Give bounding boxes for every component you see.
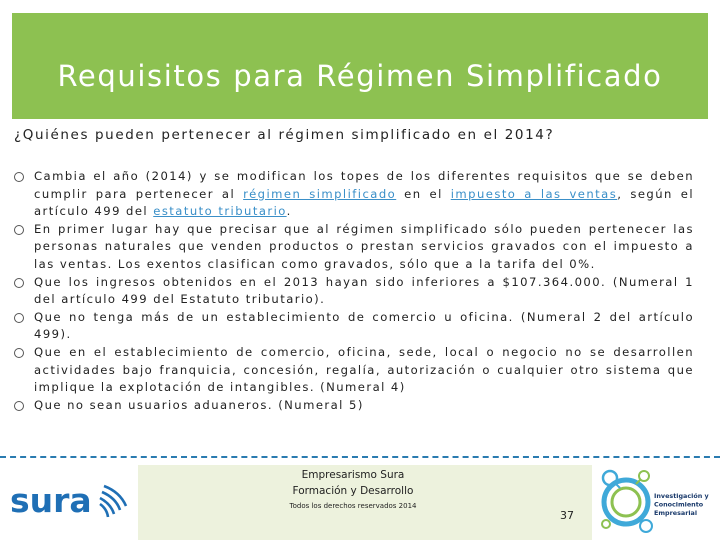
footer-organization: Empresarismo Sura <box>301 469 405 481</box>
footer-department: Formación y Desarrollo <box>292 485 414 497</box>
list-item: Que no tenga más de un establecimiento de comercio u oficina. (Numeral 2 del artículo 499). <box>14 309 694 344</box>
requirements-list <box>14 168 694 414</box>
link-regimen-simplificado[interactable]: régimen simplificado <box>243 186 397 201</box>
bullet-circle-icon <box>14 313 24 323</box>
bullet-circle-icon <box>14 172 24 182</box>
question-heading: ¿Quiénes pueden pertenecer al régimen simplificado en el 2014? <box>14 127 555 143</box>
list-item: Que no sean usuarios aduaneros. (Numeral 5) <box>14 397 694 415</box>
footer-box <box>138 465 592 540</box>
footer-copyright: Todos los derechos reservados 2014 <box>289 502 417 510</box>
sura-logo-text: sura <box>10 481 92 520</box>
bullet-circle-icon <box>14 348 24 358</box>
link-impuesto-ventas[interactable]: impuesto a las ventas <box>450 186 618 201</box>
list-item: Cambia el año (2014) y se modifican los topes de los diferentes requisitos que se deben cumplir para pertenecer al régimen simplificado en el impuesto a las ventas, según el artículo 499 del estatuto tributario. <box>14 168 694 221</box>
list-item: Que en el establecimiento de comercio, oficina, sede, local o negocio no se desarrollen actividades bajo franquicia, concesión, regalía, autorización o cualquier otro sistema que implique la explotación de intangibles. (Numeral 4) <box>14 344 694 397</box>
slide-title: Requisitos para Régimen Simplificado <box>57 59 663 93</box>
bullet-circle-icon <box>14 278 24 288</box>
link-estatuto-tributario[interactable]: estatuto tributario <box>153 204 287 219</box>
ice-logo-text: Investigación y Conocimiento Empresarial <box>654 492 709 517</box>
title-banner <box>12 13 708 119</box>
sura-logo <box>8 476 132 526</box>
footer-divider <box>0 456 720 458</box>
bullet-circle-icon <box>14 225 24 235</box>
list-item: Que los ingresos obtenidos en el 2013 hayan sido inferiores a $107.364.000. (Numeral 1 del artículo 499 del Estatuto tributario). <box>14 274 694 309</box>
page-number: 37 <box>560 509 574 522</box>
ice-logo <box>596 464 714 538</box>
bullet-circle-icon <box>14 401 24 411</box>
list-item: En primer lugar hay que precisar que al régimen simplificado sólo pueden pertenecer las personas naturales que venden productos o prestan servicios gravados con el impuesto a las ventas. Los exentos clasifican como gravados, sólo que a la tarifa del 0%. <box>14 221 694 274</box>
